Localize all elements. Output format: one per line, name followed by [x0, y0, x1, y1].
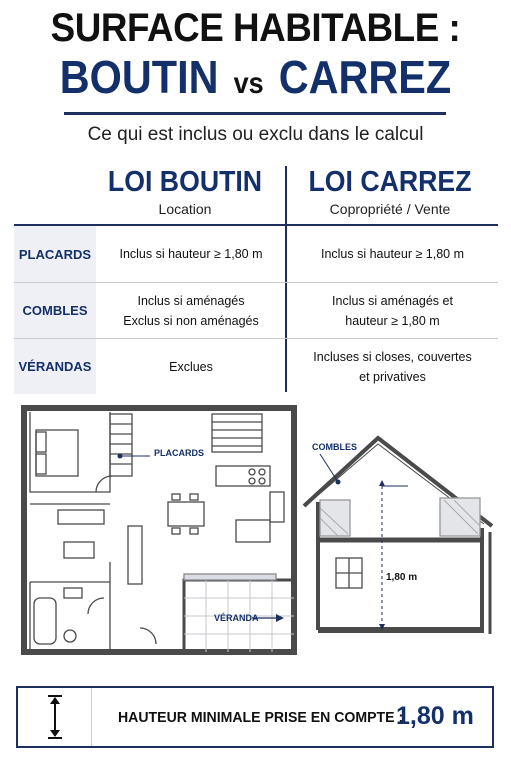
title-carrez: CARREZ — [278, 51, 452, 103]
law-carrez-title: LOI CARREZ — [308, 166, 472, 198]
dining-table-icon — [168, 502, 204, 526]
label-height: 1,80 m — [386, 572, 418, 583]
cell-combles-boutin — [96, 283, 286, 338]
cell-verandas-boutin — [96, 339, 286, 394]
pillow-icon — [36, 432, 46, 452]
washbasin-icon — [64, 588, 82, 598]
cell-text: et privatives — [359, 369, 426, 384]
title-line-1: SURFACE HABITABLE : — [50, 6, 461, 50]
minimum-height-box — [16, 686, 494, 748]
bed-icon — [36, 430, 78, 476]
cell-text: Exclus si non aménagés — [123, 313, 259, 328]
row-label-verandas: VÉRANDAS — [14, 339, 96, 394]
coffee-table-icon — [64, 542, 94, 558]
table-row-placards — [14, 226, 498, 282]
min-height-value: 1,80 m — [396, 702, 474, 730]
cell-text: Inclus si aménagés — [137, 293, 245, 308]
law-boutin-context: Location — [158, 201, 212, 217]
height-arrow-cell — [18, 688, 92, 746]
title-divider — [64, 112, 446, 115]
title-vs: vs — [233, 67, 264, 100]
label-veranda: VÉRANDA — [214, 613, 259, 623]
floor-plan-illustration — [14, 402, 498, 658]
pillow-icon — [36, 454, 46, 474]
label-placards: PLACARDS — [154, 448, 205, 458]
cell-placards-carrez — [287, 226, 498, 282]
door-arc-icon — [140, 628, 156, 644]
sofa-icon — [58, 510, 104, 524]
cell-text: Exclues — [169, 359, 213, 374]
table-row-verandas — [14, 338, 498, 394]
table-row-combles — [14, 282, 498, 338]
bathtub-icon — [34, 598, 56, 644]
cell-text: hauteur ≥ 1,80 m — [345, 313, 440, 328]
row-label-placards: PLACARDS — [14, 226, 96, 282]
label-combles: COMBLES — [312, 442, 357, 452]
cell-text: Inclus si hauteur ≥ 1,80 m — [119, 247, 263, 261]
door-arc-icon — [88, 598, 104, 614]
vertical-arrow-icon — [18, 688, 92, 746]
cell-placards-boutin — [96, 226, 286, 282]
sink-icon — [270, 492, 284, 522]
placard-closet — [110, 414, 132, 476]
cell-verandas-carrez — [287, 339, 498, 394]
row-label-combles: COMBLES — [14, 283, 96, 338]
island-icon — [236, 520, 270, 542]
cell-text: Incluses si closes, couvertes — [313, 349, 472, 364]
subtitle: Ce qui est inclus ou exclu dans le calcul — [87, 124, 424, 145]
cell-text: Inclus si aménagés et — [332, 293, 453, 308]
title-boutin: BOUTIN — [59, 51, 219, 103]
cell-text: Inclus si hauteur ≥ 1,80 m — [320, 247, 465, 261]
title-line-2 — [26, 50, 486, 104]
toilet-icon — [64, 630, 76, 642]
law-carrez-context: Copropriété / Vente — [329, 201, 451, 217]
column-header-carrez — [290, 166, 490, 217]
column-header-boutin — [90, 166, 280, 217]
min-height-label: HAUTEUR MINIMALE PRISE EN COMPTE : — [118, 709, 404, 726]
law-boutin-title: LOI BOUTIN — [107, 166, 263, 198]
tv-unit-icon — [128, 526, 142, 584]
cell-combles-carrez — [287, 283, 498, 338]
